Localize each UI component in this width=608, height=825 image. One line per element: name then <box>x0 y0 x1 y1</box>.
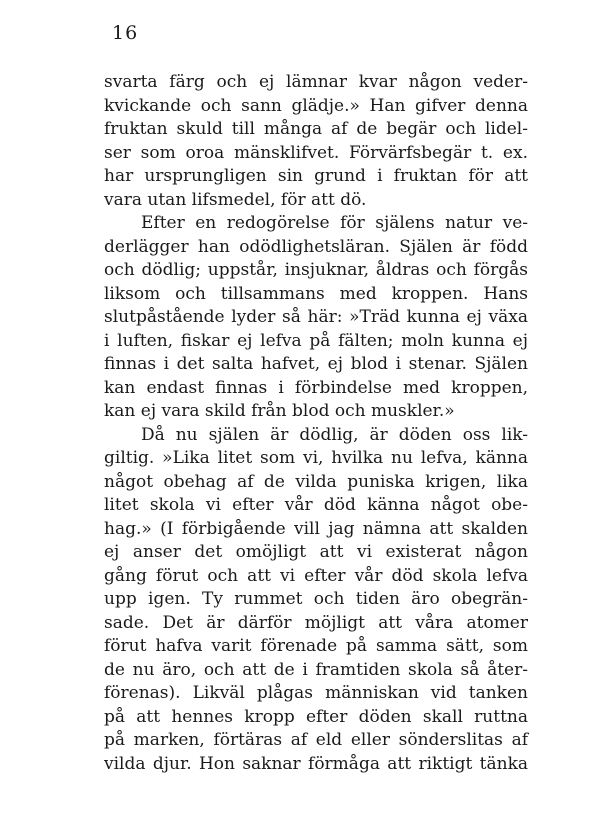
text-line: hag.» (I förbigående vill jag nämna att skalden <box>104 518 528 539</box>
body-text <box>104 71 528 776</box>
text-line: svarta färg och ej lämnar kvar någon veder- <box>104 72 528 92</box>
text-line: i luften, fiskar ej lefva på fälten; moln kunna ej <box>104 330 528 351</box>
text-line: kan endast finnas i förbindelse med kroppen, <box>104 377 528 398</box>
text-line: upp igen. Ty rummet och tiden äro obegrän- <box>104 589 528 609</box>
text-line: liksom och tillsammans med kroppen. Hans <box>104 283 528 304</box>
text-line: vilda djur. Hon saknar förmåga att riktigt tänka <box>104 753 528 774</box>
text-line: förut hafva varit förenade på samma sätt, som <box>104 636 528 656</box>
text-line: sade. Det är därför möjligt att våra atomer <box>104 612 528 633</box>
text-line: slutpåstående lyder så här: »Träd kunna ej växa <box>104 307 528 327</box>
text-line: på att hennes kropp efter döden skall ruttna <box>104 706 528 727</box>
text-line: på marken, förtäras af eld eller sönderslitas af <box>104 730 528 750</box>
text-line: giltig. »Lika litet som vi, hvilka nu lefva, känna <box>104 448 528 468</box>
text-line: derlägger han odödlighetsläran. Själen är född <box>104 236 528 257</box>
text-line: vara utan lifsmedel, för att dö. <box>104 189 367 210</box>
text-line: Då nu själen är dödlig, är döden oss lik- <box>141 424 528 445</box>
text-line: finnas i det salta hafvet, ej blod i stenar. Själen <box>104 354 528 374</box>
text-line: litet skola vi efter vår död känna något obe- <box>104 495 528 515</box>
text-line: ej anser det omöjligt att vi existerat någon <box>104 542 528 562</box>
text-line: ser som oroa mänsklifvet. Förvärfsbegär t. ex. <box>104 142 528 163</box>
text-line: något obehag af de vilda puniska krigen, lika <box>104 471 528 492</box>
text-line: de nu äro, och att de i framtiden skola så åter- <box>104 659 528 680</box>
text-line: förenas). Likväl plågas människan vid tanken <box>104 683 528 703</box>
page-number: 16 <box>112 22 139 44</box>
text-line: gång förut och att vi efter vår död skola lefva <box>104 565 528 586</box>
text-line: kan ej vara skild från blod och muskler.» <box>104 401 455 421</box>
text-line: fruktan skuld till många af de begär och lidel- <box>104 119 528 139</box>
text-line: kvickande och sann glädje.» Han gifver denna <box>104 95 528 116</box>
text-line: och dödlig; uppstår, insjuknar, åldras och förgås <box>104 260 528 280</box>
text-line: har ursprungligen sin grund i fruktan för att <box>104 166 528 186</box>
text-line: Efter en redogörelse för själens natur ve- <box>141 213 528 233</box>
